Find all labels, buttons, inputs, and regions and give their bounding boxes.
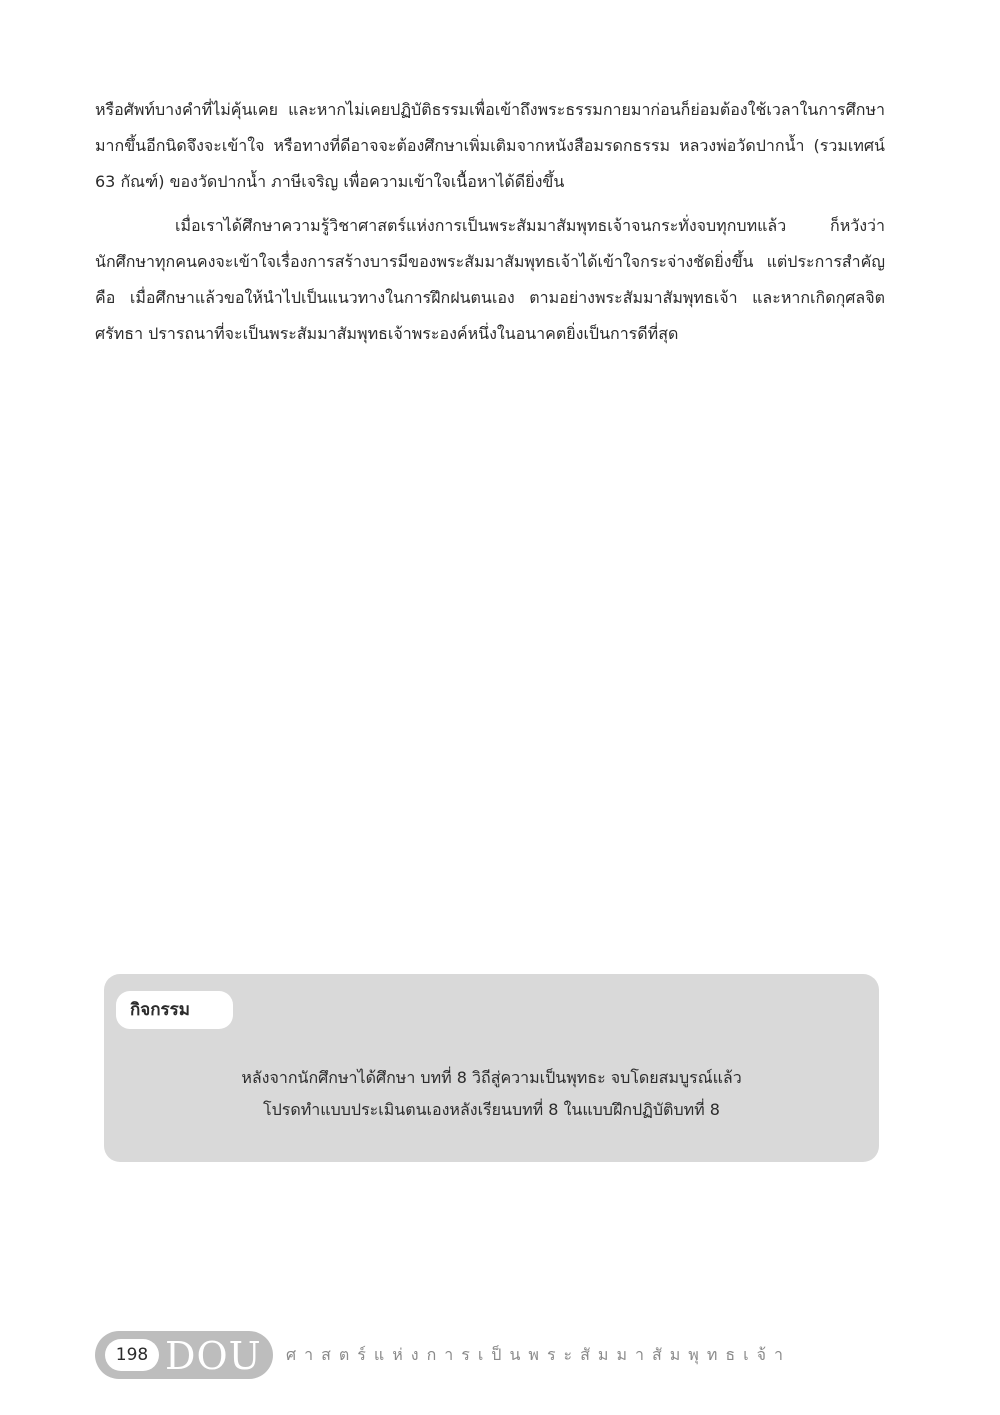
activity-line-2: โปรดทำแบบประเมินตนเองหลังเรียนบทที่ 8 ในแบบฝึกปฏิบัติบทที่ 8	[263, 1100, 720, 1119]
body-text	[95, 92, 885, 352]
paragraph-continued: หรือศัพท์บางคำที่ไม่คุ้นเคย และหากไม่เคยปฏิบัติธรรมเพื่อเข้าถึงพระธรรมกายมาก่อนก็ย่อมต้องใช้เวลาในการศึกษามากขึ้นอีกนิดจึงจะเข้าใจ หรือทางที่ดีอาจจะต้องศึกษาเพิ่มเติมจากหนังสือมรดกธรรม หลวงพ่อวัดปากน้ำ (รวมเทศน์ 63 กัณฑ์) ของวัดปากน้ำ ภาษีเจริญ เพื่อความเข้าใจเนื้อหาได้ดียิ่งขึ้น	[95, 100, 885, 191]
footer-badge	[95, 1331, 273, 1379]
activity-instructions	[104, 1062, 879, 1126]
footer-book-title: ศาสตร์แห่งการเป็นพระสัมมาสัมพุทธเจ้า	[286, 1345, 791, 1364]
activity-label: กิจกรรม	[116, 991, 233, 1029]
dou-logo: DOU	[165, 1334, 262, 1378]
activity-line-1: หลังจากนักศึกษาได้ศึกษา บทที่ 8 วิถีสู่ความเป็นพุทธะ จบโดยสมบูรณ์แล้ว	[241, 1068, 742, 1087]
paragraph-conclusion: เมื่อเราได้ศึกษาความรู้วิชาศาสตร์แห่งการเป็นพระสัมมาสัมพุทธเจ้าจนกระทั่งจบทุกบทแล้ว ก็หวังว่า นักศึกษาทุกคนคงจะเข้าใจเรื่องการสร้างบารมีของพระสัมมาสัมพุทธเจ้าได้เข้าใจกระจ่างชัดยิ่งขึ้น แต่ประการสำคัญ คือ เมื่อศึกษาแล้วขอให้นำไปเป็นแนวทางในการฝึกฝนตนเอง ตามอย่างพระสัมมาสัมพุทธเจ้า และหากเกิดกุศลจิตศรัทธา ปรารถนาที่จะเป็นพระสัมมาสัมพุทธเจ้าพระองค์หนึ่งในอนาคตยิ่งเป็นการดีที่สุด	[95, 216, 885, 343]
activity-box	[104, 974, 879, 1162]
page-number: 198	[105, 1339, 159, 1371]
